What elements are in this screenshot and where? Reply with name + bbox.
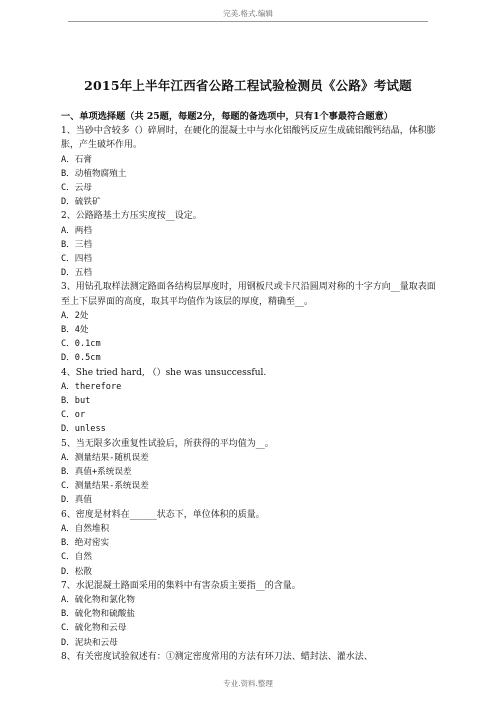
- question-stem: 6、密度是材料在______状态下，单位体积的质量。: [61, 509, 265, 520]
- question-6: [61, 508, 436, 579]
- question-8: [61, 650, 436, 664]
- question-5: [61, 437, 436, 508]
- question-stem: 1、当砂中含较多（）碎屑时，在硬化的混凝土中与水化铝酸钙反应生成硫铝酸钙结晶，体积膨胀，产生破坏作用。: [61, 126, 436, 151]
- page-footer: 专业.资料.整理: [223, 679, 273, 688]
- question-7: [61, 579, 436, 650]
- document-body: [61, 110, 436, 664]
- option-c: C．0.1cm: [61, 339, 101, 350]
- option-a: A．自然堆积: [61, 523, 110, 534]
- option-d: D．泥块和云母: [61, 637, 118, 648]
- option-a: A．2处: [61, 310, 89, 321]
- question-stem: 4、She tried hard, （）she was unsuccessful.: [61, 367, 267, 378]
- option-c: C．or: [61, 410, 86, 421]
- question-stem: 8、有关密度试验叙述有：①测定密度常用的方法有环刀法、蜡封法、灌水法、: [61, 651, 373, 662]
- document-title: 2015年上半年江西省公路工程试验检测员《公路》考试题: [84, 78, 412, 93]
- option-b: B．绝对密实: [61, 538, 110, 549]
- option-a: A．硫化物和氯化物: [61, 594, 135, 605]
- section-heading: 一、单项选择题（共 25题，每题2分，每题的备选项中，只有1个事最符合题意）: [61, 111, 393, 122]
- option-c: C．四档: [61, 254, 92, 265]
- question-stem: 2、公路路基土方压实度按__设定。: [61, 211, 202, 222]
- option-d: D．0.5cm: [61, 353, 101, 364]
- question-stem: 5、当无限多次重复性试验后，所获得的平均值为__。: [61, 438, 274, 449]
- option-c: C．云母: [61, 183, 92, 194]
- option-d: D．真值: [61, 495, 92, 506]
- question-stem: 3、用钻孔取样法测定路面各结构层厚度时，用钢板尺或卡尺沿圆周对称的十字方向__量取表面至上下层界面的高度，取其平均值作为该层的厚度，精确至__。: [61, 282, 436, 307]
- option-b: B．真值+系统误差: [61, 467, 132, 478]
- option-d: D．五档: [61, 268, 92, 279]
- option-a: A．测量结果-随机误差: [61, 452, 149, 463]
- option-d: D．硫铁矿: [61, 197, 101, 208]
- option-b: B．硫化物和硫酸盐: [61, 609, 135, 620]
- option-c: C．测量结果-系统误差: [61, 481, 149, 492]
- option-c: C．硫化物和云母: [61, 623, 127, 634]
- option-d: D．松散: [61, 566, 92, 577]
- option-b: B．4处: [61, 325, 89, 336]
- option-d: D．unless: [61, 424, 106, 435]
- question-3: [61, 280, 436, 365]
- option-a: A．石膏: [61, 154, 92, 165]
- page-header: 完美.格式.编辑: [223, 9, 273, 18]
- option-a: A．两档: [61, 225, 92, 236]
- option-c: C．自然: [61, 552, 92, 563]
- question-2: [61, 209, 436, 280]
- question-1: [61, 124, 436, 209]
- option-a: A．therefore: [61, 381, 122, 392]
- header-rule: [68, 21, 428, 22]
- question-4: [61, 366, 436, 437]
- question-stem: 7、水泥混凝土路面采用的集料中有害杂质主要指__的含量。: [61, 580, 301, 591]
- option-b: B．but: [61, 396, 91, 407]
- option-b: B．三档: [61, 239, 92, 250]
- option-b: B．动植物腐殖土: [61, 168, 127, 179]
